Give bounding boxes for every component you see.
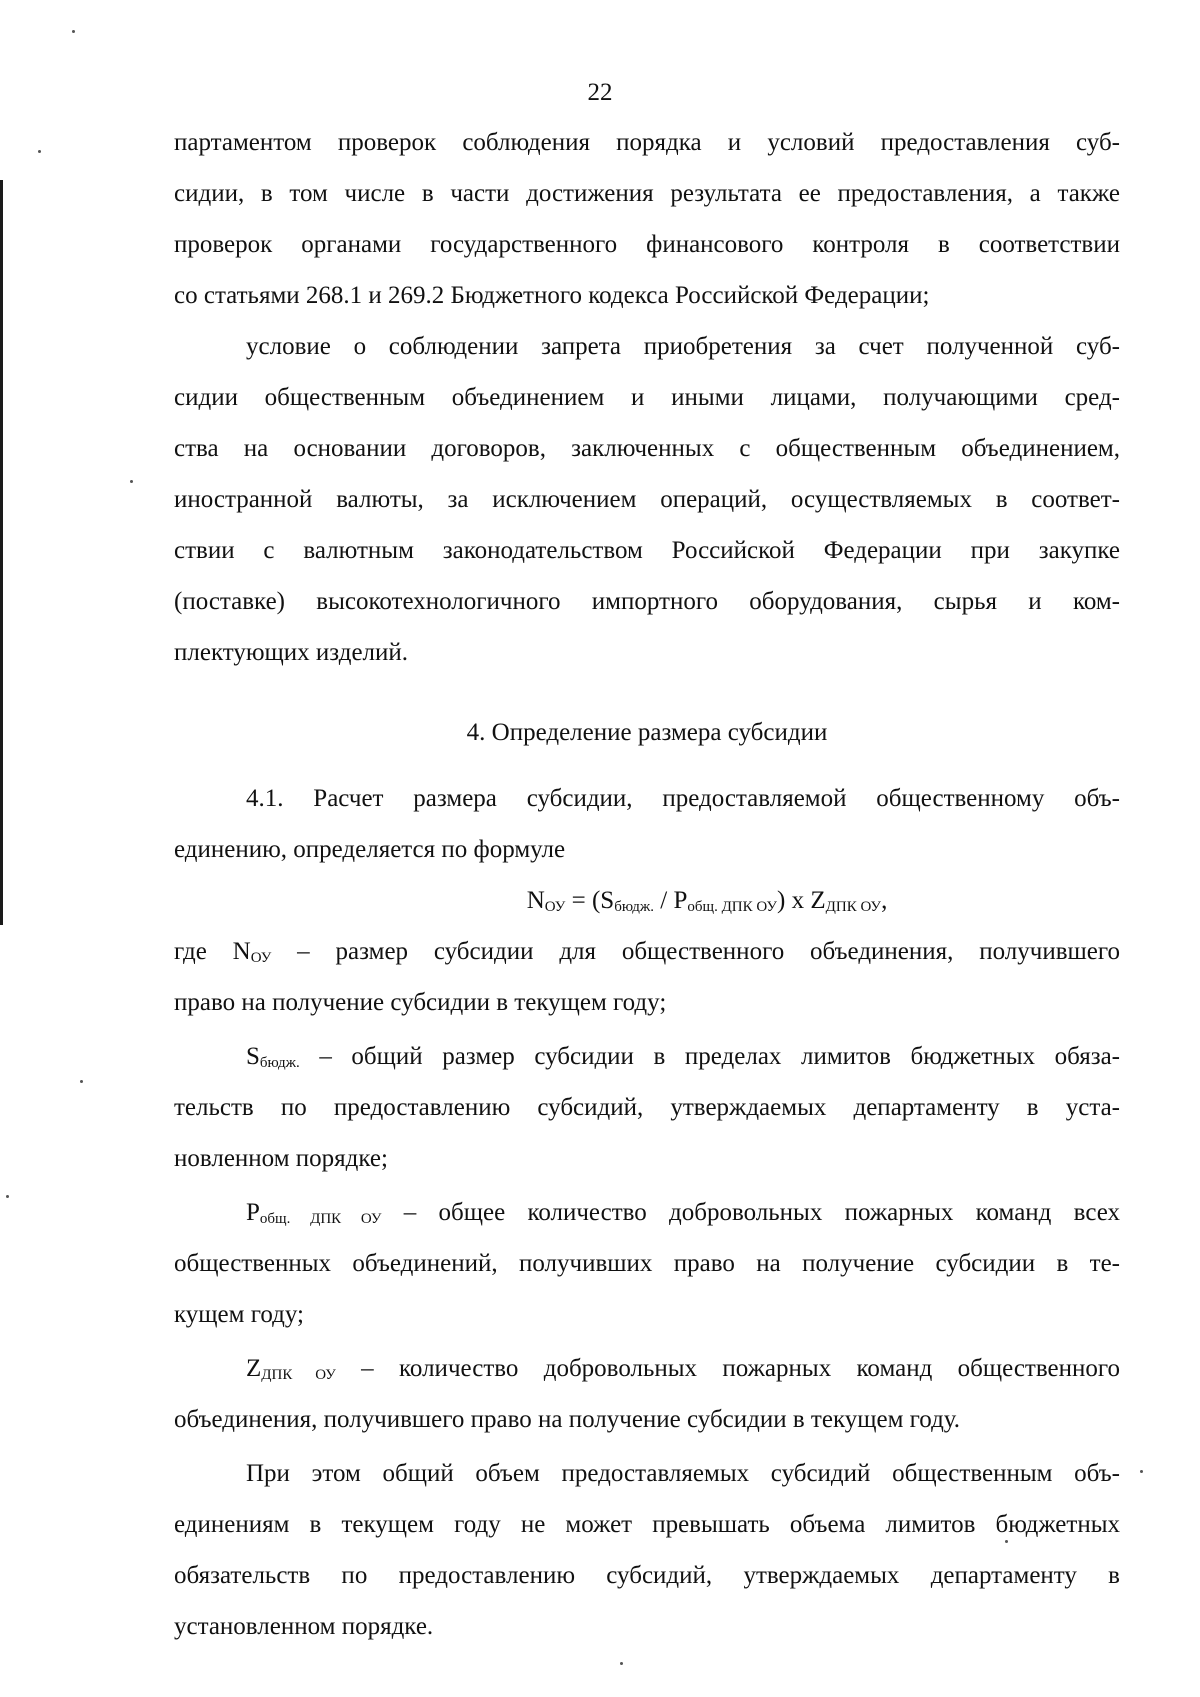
definition-p-line-2: общественных объединений, получивших право на получение субсидии в те- [174,1250,1120,1277]
definition-n-rest: – размер субсидии для общественного объединения, получившего [271,938,1120,965]
paragraph-2-line-4: иностранной валюты, за исключением операций, осуществляемых в соответ- [174,486,1120,513]
formula-p-sub: общ. ДПК ОУ [687,899,778,915]
definition-z-rest: – количество добровольных пожарных команд общественного [335,1355,1121,1382]
paragraph-final-line-3: обязательств по предоставлению субсидий, утверждаемых департаменту в [174,1562,1120,1589]
paragraph-2-line-2: сидии общественным объединением и иными лицами, получающими сред- [174,384,1120,411]
definition-s-line-2: тельств по предоставлению субсидий, утверждаемых департаменту в уста- [174,1094,1120,1121]
paragraph-2-line-1: условие о соблюдении запрета приобретения за счет полученной суб- [246,333,1120,360]
scan-edge-rule [0,180,3,925]
definition-z-line-1 [246,1352,1120,1386]
definition-p-prefix: P [246,1199,260,1226]
paragraph-1-line-2: сидии, в том числе в части достижения результата ее предоставления, а также [174,180,1120,207]
definition-n-sub: ОУ [250,950,272,966]
scan-speck [38,150,41,153]
paragraph-final-line-2: единениям в текущем году не может превышать объема лимитов бюджетных [174,1511,1120,1538]
formula-s-sub: бюдж. [614,899,655,915]
paragraph-1-line-4: со статьями 268.1 и 269.2 Бюджетного кодекса Российской Федерации; [174,282,930,309]
paragraph-1-line-1: партаментом проверок соблюдения порядка и условий предоставления суб- [174,129,1120,156]
scan-speck [72,30,75,33]
paragraph-2-line-7: плектующих изделий. [174,639,409,666]
definition-n-line-2: право на получение субсидии в текущем году; [174,989,667,1016]
definition-n-line-1 [174,935,1120,969]
formula-close-x: ) x Z [777,887,826,914]
definition-z-prefix: Z [246,1355,262,1382]
definition-s-line-3: новленном порядке; [174,1145,388,1172]
scan-speck [620,1662,623,1665]
scan-speck [1005,1540,1008,1543]
paragraph-4-1-line-1: 4.1. Расчет размера субсидии, предоставляемой общественному объ- [246,785,1120,812]
paragraph-4-1-line-2: единению, определяется по формуле [174,836,566,863]
page-number: 22 [587,79,613,106]
definition-z-line-2: объединения, получившего право на получение субсидии в текущем году. [174,1406,961,1433]
definition-z-sub: ДПК ОУ [261,1367,336,1383]
formula-n-sub: ОУ [544,899,566,915]
paragraph-final-line-1: При этом общий объем предоставляемых субсидий общественным объ- [246,1460,1120,1487]
definition-n-prefix: где N [174,938,251,965]
definition-s-line-1 [246,1040,1120,1074]
definition-s-prefix: S [246,1043,260,1070]
definition-s-sub: бюдж. [259,1055,300,1071]
definition-s-rest: – общий размер субсидии в пределах лимитов бюджетных обяза- [299,1043,1120,1070]
paragraph-2-line-5: ствии с валютным законодательством Российской Федерации при закупке [174,537,1120,564]
scan-speck [130,480,133,483]
formula-end: , [881,887,888,914]
formula-z-sub: ДПК ОУ [825,899,882,915]
definition-p-line-3: кущем году; [174,1301,304,1328]
scan-speck [80,1080,83,1083]
scan-speck [6,1195,9,1198]
definition-p-sub: общ. ДПК ОУ [259,1211,382,1227]
formula-eq-open: = (S [565,887,615,914]
formula [174,884,1120,918]
scan-speck [1140,1470,1143,1473]
paragraph-2-line-3: ства на основании договоров, заключенных с общественным объединением, [174,435,1120,462]
paragraph-1-line-3: проверок органами государственного финансового контроля в соответствии [174,231,1120,258]
section-heading: 4. Определение размера субсидии [466,719,828,746]
definition-p-line-1 [246,1196,1120,1230]
definition-p-rest: – общее количество добровольных пожарных команд всех [381,1199,1120,1226]
formula-n: N [526,887,545,914]
paragraph-final-line-4: установленном порядке. [174,1613,434,1640]
paragraph-2-line-6: (поставке) высокотехнологичного импортного оборудования, сырья и ком- [174,588,1120,615]
formula-div: / P [654,887,688,914]
